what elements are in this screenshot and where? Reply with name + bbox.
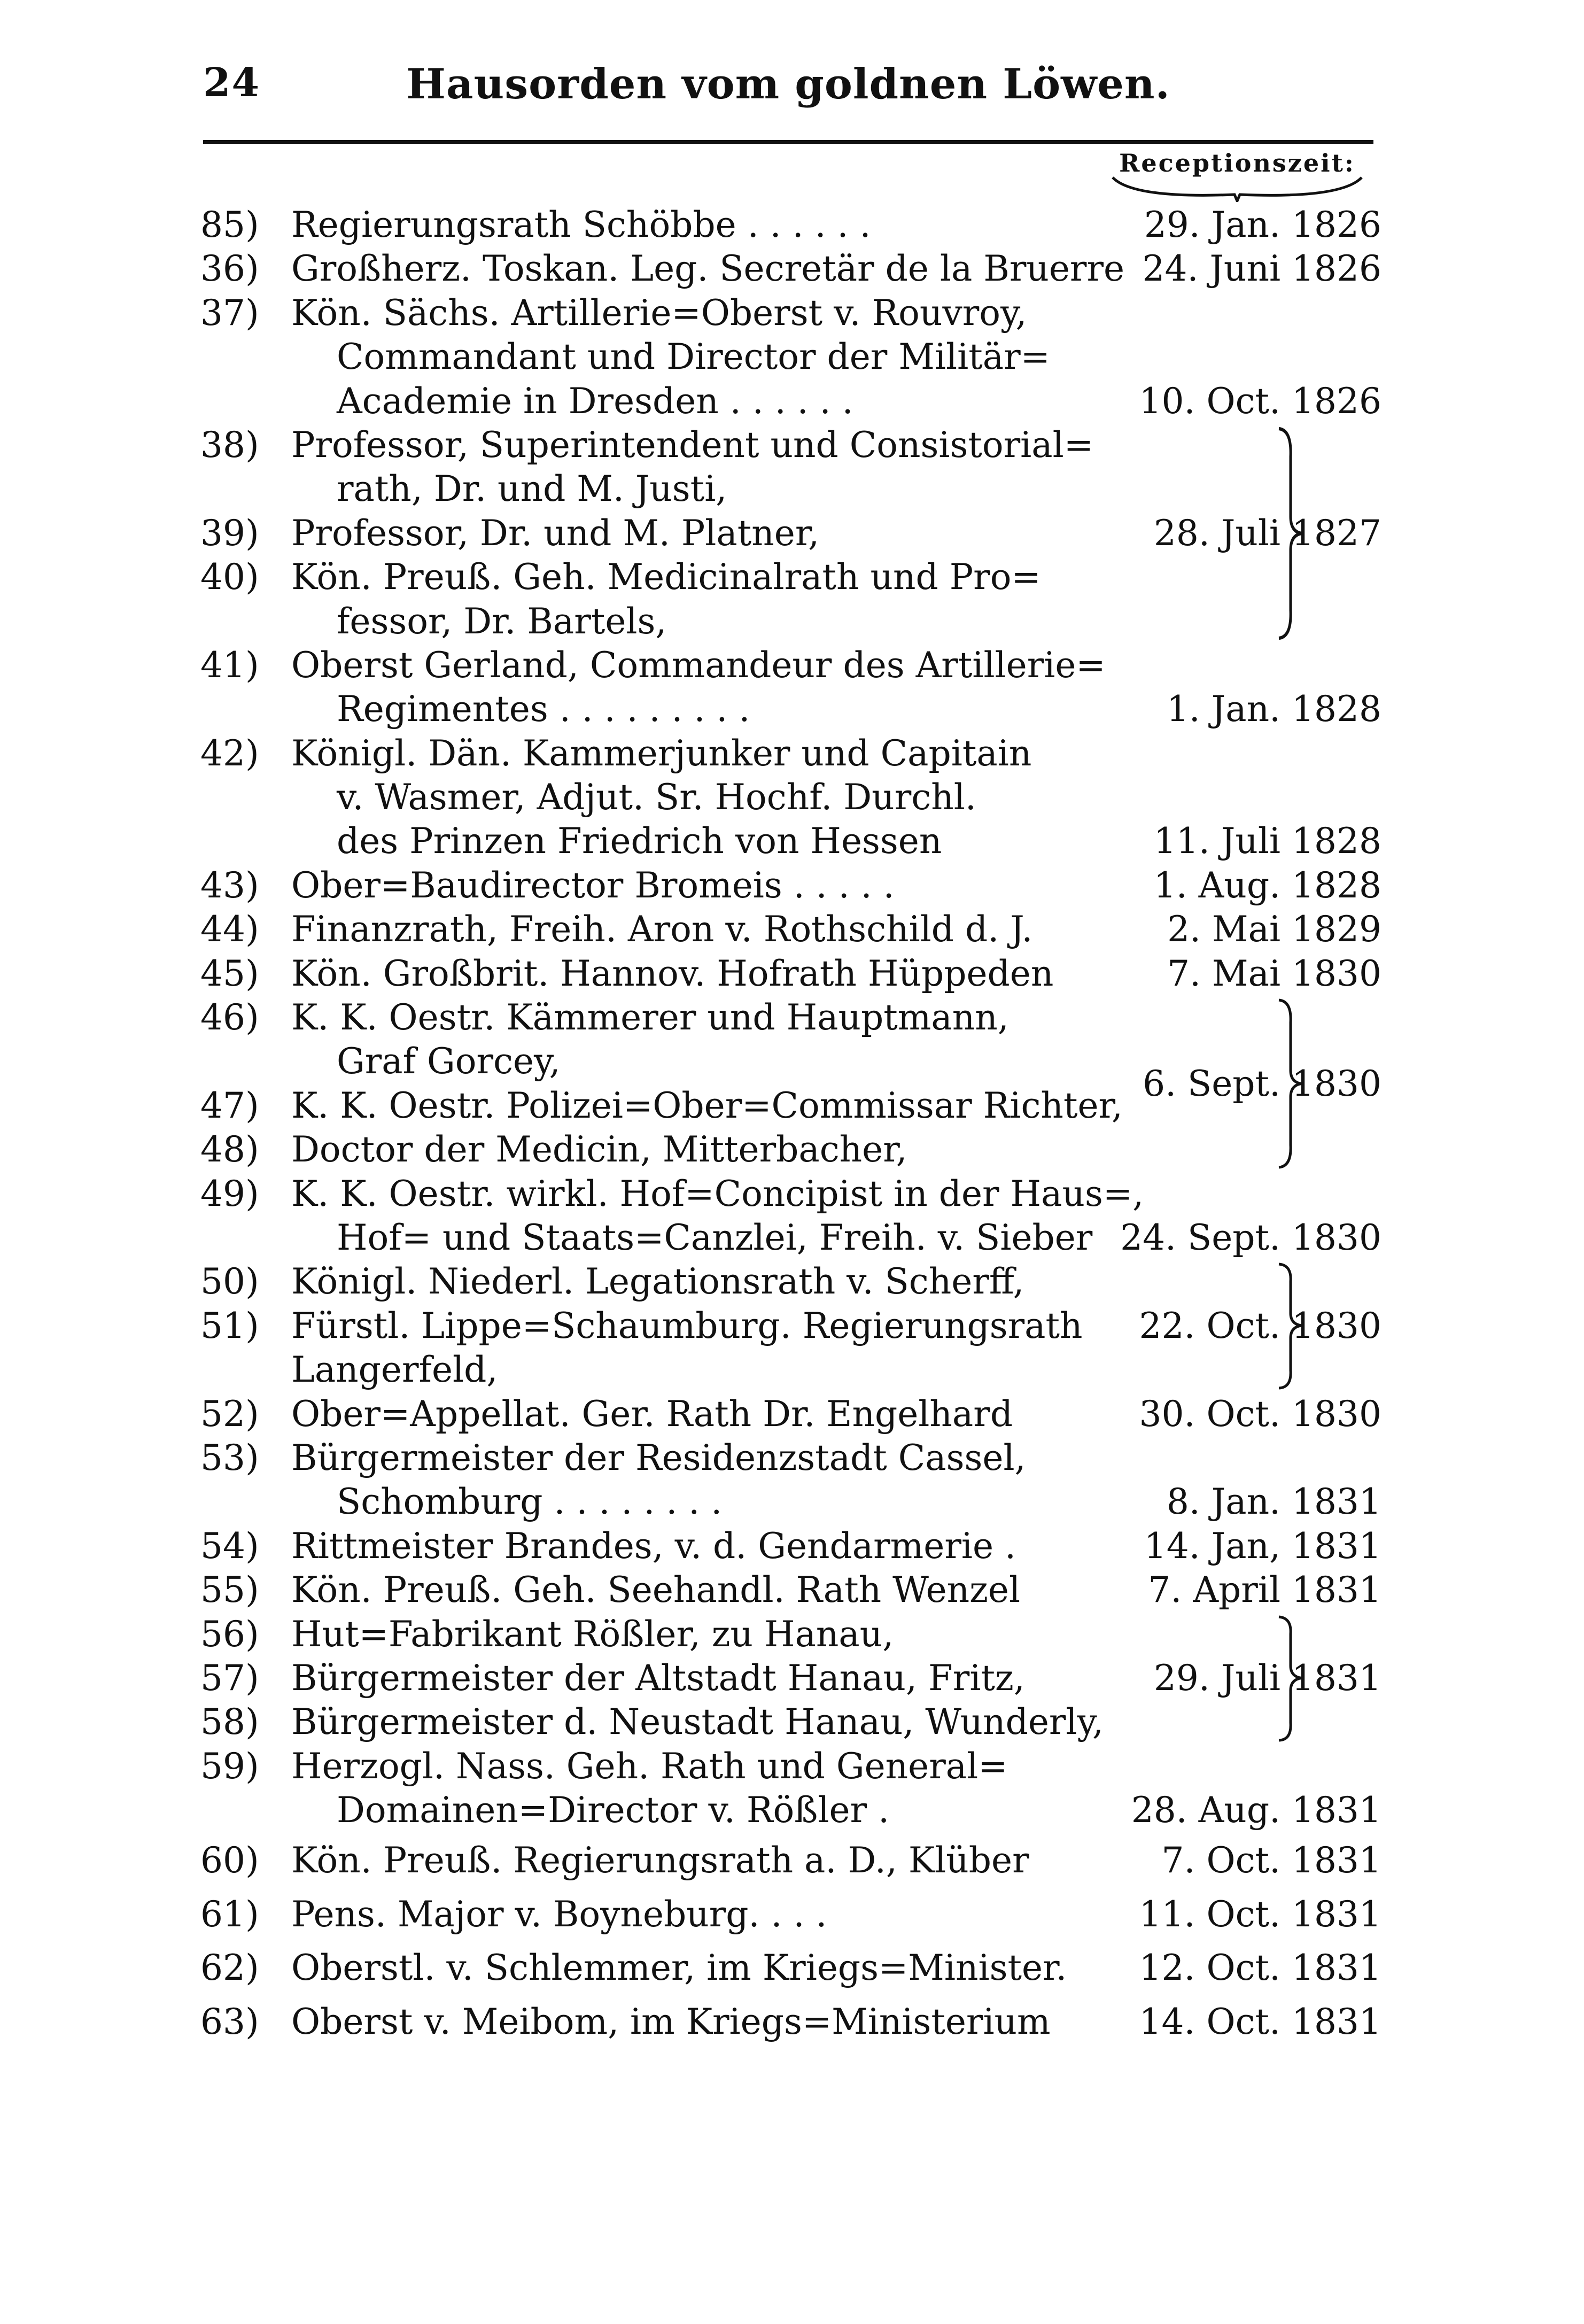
entry-line bbox=[200, 1524, 1381, 1568]
entry-line bbox=[200, 644, 1381, 687]
entry-text: Großherz. Toskan. Leg. Secretär de la Bruerre bbox=[291, 248, 1125, 290]
entry-text: v. Wasmer, Adjut. Sr. Hochf. Durchl. bbox=[337, 777, 976, 818]
entry-line bbox=[200, 819, 1381, 863]
entry-text: Oberst v. Meibom, im Kriegs=Ministerium bbox=[291, 2001, 1051, 2042]
entry-text: Königl. Niederl. Legationsrath v. Scherff, bbox=[291, 1261, 1024, 1303]
entry-date: 1. Jan. 1828 bbox=[1166, 688, 1381, 730]
entry-number: 46) bbox=[200, 997, 259, 1039]
entry-number: 45) bbox=[200, 952, 259, 994]
entry-date: 10. Oct. 1826 bbox=[1139, 380, 1381, 422]
grouped-date: 29. Juli 1831 bbox=[1153, 1657, 1381, 1699]
entry-line bbox=[200, 423, 1381, 467]
entry-text: Oberst Gerland, Commandeur des Artillerie= bbox=[291, 644, 1106, 686]
entry-text: Academie in Dresden . . . . . . bbox=[337, 380, 853, 422]
entry-text: Professor, Dr. und M. Platner, bbox=[291, 512, 820, 554]
entry-date: 7. Mai 1830 bbox=[1167, 952, 1381, 994]
entry-number: 55) bbox=[200, 1569, 259, 1611]
entry-line bbox=[200, 776, 1381, 819]
entry-date: 28. Aug. 1831 bbox=[1131, 1790, 1381, 1831]
entry-number: 42) bbox=[200, 732, 259, 774]
entry-line bbox=[200, 1172, 1381, 1216]
entry-number: 48) bbox=[200, 1129, 259, 1171]
entry-number: 53) bbox=[200, 1437, 259, 1478]
entry-number: 63) bbox=[200, 2001, 259, 2042]
entry-text: Bürgermeister der Altstadt Hanau, Fritz, bbox=[291, 1657, 1025, 1699]
entry-text: Graf Gorcey, bbox=[337, 1041, 561, 1082]
entry-text: Doctor der Medicin, Mitterbacher, bbox=[291, 1129, 907, 1171]
entry-number: 85) bbox=[200, 204, 259, 245]
entry-text: Pens. Major v. Boyneburg. . . . bbox=[291, 1893, 827, 1935]
entry-text: Bürgermeister der Residenzstadt Cassel, bbox=[291, 1437, 1026, 1478]
entry-number: 56) bbox=[200, 1613, 259, 1655]
entry-date: 24. Sept. 1830 bbox=[1120, 1217, 1381, 1258]
entry-line bbox=[200, 1480, 1381, 1524]
grouped-date: 22. Oct. 1830 bbox=[1139, 1305, 1381, 1346]
entry-date: 29. Jan. 1826 bbox=[1144, 204, 1381, 245]
entry-date: 8. Jan. 1831 bbox=[1166, 1481, 1381, 1523]
entry-text: Kön. Preuß. Geh. Seehandl. Rath Wenzel bbox=[291, 1569, 1021, 1611]
entry-number: 57) bbox=[200, 1657, 259, 1699]
entry-line bbox=[200, 864, 1381, 908]
entry-line bbox=[200, 1893, 1381, 1936]
entry-number: 59) bbox=[200, 1745, 259, 1787]
entry-date: 14. Oct. 1831 bbox=[1139, 2001, 1381, 2042]
entry-line bbox=[200, 1436, 1381, 1480]
entry-line bbox=[200, 1128, 1381, 1172]
entry-text: Schomburg . . . . . . . . bbox=[337, 1481, 723, 1523]
grouped-date: 28. Juli 1827 bbox=[1153, 513, 1381, 554]
entry-text: Königl. Dän. Kammerjunker und Capitain bbox=[291, 732, 1032, 774]
entry-text: Kön. Sächs. Artillerie=Oberst v. Rouvroy, bbox=[291, 292, 1027, 334]
entry-line bbox=[200, 1613, 1381, 1656]
entry-date: 30. Oct. 1830 bbox=[1139, 1393, 1381, 1435]
entry-line bbox=[200, 1260, 1381, 1304]
entry-date: 7. Oct. 1831 bbox=[1161, 1840, 1381, 1881]
entry-text: fessor, Dr. Bartels, bbox=[337, 600, 667, 642]
entry-text: Commandant und Director der Militär= bbox=[337, 336, 1050, 378]
entry-date: 7. April 1831 bbox=[1148, 1569, 1381, 1611]
grouped-date: 6. Sept. 1830 bbox=[1143, 1063, 1381, 1104]
entry-date: 12. Oct. 1831 bbox=[1139, 1947, 1381, 1989]
entry-number: 44) bbox=[200, 909, 259, 950]
entry-line bbox=[200, 335, 1381, 379]
entry-line bbox=[200, 2000, 1381, 2044]
entry-text: Langerfeld, bbox=[291, 1349, 498, 1391]
entry-text: Regimentes . . . . . . . . . bbox=[337, 688, 750, 730]
entry-text: Oberstl. v. Schlemmer, im Kriegs=Minister. bbox=[291, 1947, 1067, 1989]
entry-line bbox=[200, 1392, 1381, 1436]
entry-line bbox=[200, 1946, 1381, 1990]
entry-date: 1. Aug. 1828 bbox=[1153, 864, 1381, 906]
entry-line bbox=[200, 379, 1381, 423]
entry-text: Domainen=Director v. Rößler . bbox=[337, 1790, 890, 1831]
entry-text: Regierungsrath Schöbbe . . . . . . bbox=[291, 204, 871, 245]
entry-line bbox=[200, 1839, 1381, 1883]
entry-text: Herzogl. Nass. Geh. Rath und General= bbox=[291, 1745, 1008, 1787]
entry-text: Ober=Appellat. Ger. Rath Dr. Engelhard bbox=[291, 1393, 1013, 1435]
entry-line bbox=[200, 1348, 1381, 1392]
entry-number: 49) bbox=[200, 1173, 259, 1214]
entry-line bbox=[200, 467, 1381, 511]
entry-line bbox=[200, 1788, 1381, 1832]
entry-list bbox=[200, 203, 1381, 2044]
entry-number: 43) bbox=[200, 864, 259, 906]
entry-text: Hof= und Staats=Canzlei, Freih. v. Sieber bbox=[337, 1217, 1093, 1258]
entry-line bbox=[200, 1700, 1381, 1744]
entry-date: 2. Mai 1829 bbox=[1167, 909, 1381, 950]
header-rule bbox=[203, 140, 1373, 144]
entry-line bbox=[200, 1568, 1381, 1612]
entry-text: Fürstl. Lippe=Schaumburg. Regierungsrath bbox=[291, 1305, 1083, 1346]
entry-number: 51) bbox=[200, 1305, 259, 1346]
entry-line bbox=[200, 687, 1381, 731]
running-title: Hausorden vom goldnen Löwen. bbox=[406, 60, 1170, 109]
entry-line bbox=[200, 908, 1381, 951]
entry-number: 60) bbox=[200, 1840, 259, 1881]
entry-date: 14. Jan, 1831 bbox=[1144, 1525, 1381, 1567]
entry-text: K. K. Oestr. Kämmerer und Hauptmann, bbox=[291, 997, 1009, 1039]
entry-text: K. K. Oestr. Polizei=Ober=Commissar Richter, bbox=[291, 1084, 1123, 1126]
entry-line bbox=[200, 555, 1381, 599]
entry-number: 39) bbox=[200, 512, 259, 554]
entry-text: K. K. Oestr. wirkl. Hof=Concipist in der Haus=, bbox=[291, 1173, 1144, 1214]
entry-line bbox=[200, 203, 1381, 247]
entry-number: 61) bbox=[200, 1893, 259, 1935]
entry-line bbox=[200, 996, 1381, 1040]
entry-text: Finanzrath, Freih. Aron v. Rothschild d. J. bbox=[291, 909, 1033, 950]
entry-line bbox=[200, 952, 1381, 996]
page-number: 24 bbox=[203, 60, 260, 106]
entry-number: 47) bbox=[200, 1084, 259, 1126]
entry-text: Kön. Großbrit. Hannov. Hofrath Hüppeden bbox=[291, 952, 1054, 994]
entry-line bbox=[200, 1745, 1381, 1788]
reception-date-column-label: Receptionszeit: bbox=[1119, 149, 1355, 177]
entry-number: 38) bbox=[200, 424, 259, 466]
entry-date: 11. Juli 1828 bbox=[1153, 820, 1381, 862]
entry-text: Kön. Preuß. Geh. Medicinalrath und Pro= bbox=[291, 556, 1041, 598]
entry-number: 62) bbox=[200, 1947, 259, 1989]
entry-number: 37) bbox=[200, 292, 259, 334]
entry-text: Rittmeister Brandes, v. d. Gendarmerie . bbox=[291, 1525, 1016, 1567]
entry-number: 54) bbox=[200, 1525, 259, 1567]
entry-text: Hut=Fabrikant Rößler, zu Hanau, bbox=[291, 1613, 894, 1655]
entry-text: rath, Dr. und M. Justi, bbox=[337, 468, 727, 510]
entry-text: Ober=Baudirector Bromeis . . . . . bbox=[291, 864, 895, 906]
entry-date: 11. Oct. 1831 bbox=[1139, 1893, 1381, 1935]
entry-text: des Prinzen Friedrich von Hessen bbox=[337, 820, 942, 862]
entry-line bbox=[200, 247, 1381, 291]
entry-text: Kön. Preuß. Regierungsrath a. D., Klüber bbox=[291, 1840, 1029, 1881]
entry-number: 58) bbox=[200, 1701, 259, 1743]
entry-text: Bürgermeister d. Neustadt Hanau, Wunderly, bbox=[291, 1701, 1104, 1743]
entry-date: 24. Juni 1826 bbox=[1142, 248, 1381, 290]
entry-number: 50) bbox=[200, 1261, 259, 1303]
entry-line bbox=[200, 1216, 1381, 1260]
column-brace-icon bbox=[1112, 175, 1363, 202]
entry-text: Professor, Superintendent und Consistorial= bbox=[291, 424, 1094, 466]
entry-number: 40) bbox=[200, 556, 259, 598]
page-header bbox=[203, 60, 1373, 124]
entry-number: 41) bbox=[200, 644, 259, 686]
entry-number: 36) bbox=[200, 248, 259, 290]
entry-number: 52) bbox=[200, 1393, 259, 1435]
entry-line bbox=[200, 291, 1381, 335]
entry-line bbox=[200, 732, 1381, 776]
entry-line bbox=[200, 600, 1381, 644]
